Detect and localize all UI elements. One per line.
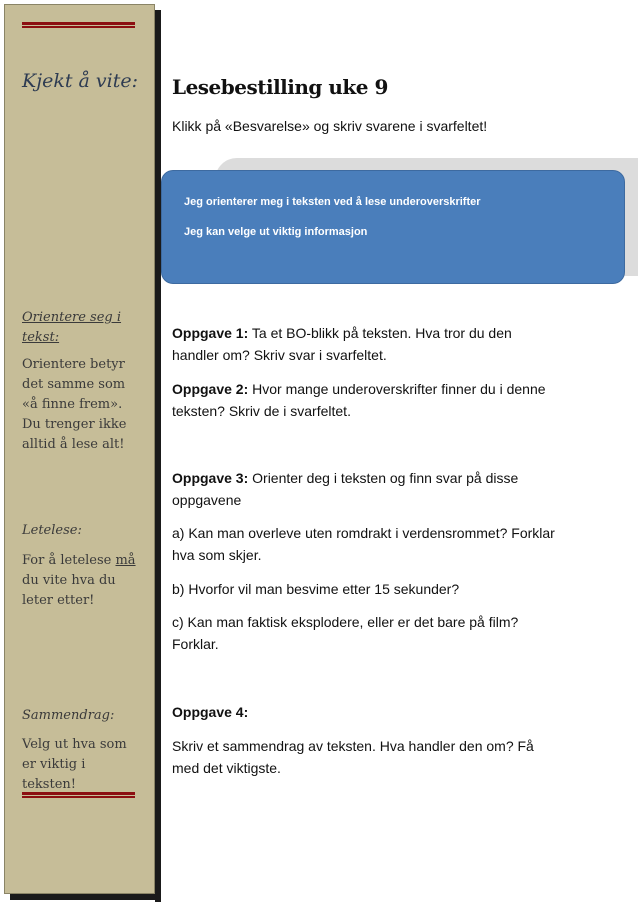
learning-goal: Jeg kan velge ut viktig informasjon xyxy=(184,226,368,238)
sidebar-shadow xyxy=(155,10,161,902)
sidebar-section-title-orientere: Orientere seg i tekst: xyxy=(22,310,122,345)
task-3c: c) Kan man faktisk eksplodere, eller er det bare på film? Forklar. xyxy=(172,614,519,652)
sidebar-divider-top xyxy=(22,22,135,28)
sidebar-shadow-bottom xyxy=(10,894,161,900)
task-3: Oppgave 3: Orienter deg i teksten og finn svar på disse oppgavene xyxy=(172,470,519,508)
learning-goals-box xyxy=(161,170,625,284)
sidebar-section-text-orientere: Orientere betyr det samme som «å finne frem». Du trenger ikke alltid å lese alt! xyxy=(22,357,127,452)
task-3b: b) Hvorfor vil man besvime etter 15 sekunder? xyxy=(172,581,460,597)
sidebar-section-text-sammendrag: Velg ut hva som er viktig i teksten! xyxy=(22,737,127,792)
task-4: Oppgave 4: xyxy=(172,704,249,720)
intro-text: Klikk på «Besvarelse» og skriv svarene i svarfeltet! xyxy=(172,118,488,134)
sidebar-heading: Kjekt å vite: xyxy=(22,70,138,92)
sidebar-section-title-letelese: Letelese: xyxy=(22,523,82,538)
learning-goal: Jeg orienterer meg i teksten ved å lese underoverskrifter xyxy=(184,196,481,208)
sidebar-section-title-sammendrag: Sammendrag: xyxy=(22,708,115,723)
sidebar-section-text-letelese: For å letelese må du vite hva du leter etter! xyxy=(22,553,136,608)
task-4-text: Skriv et sammendrag av teksten. Hva handler den om? Få med det viktigste. xyxy=(172,738,534,776)
page-title: Lesebestilling uke 9 xyxy=(172,75,388,99)
task-1: Oppgave 1: Ta et BO-blikk på teksten. Hva tror du den handler om? Skriv svar i svarfeltet. xyxy=(172,325,512,363)
task-2: Oppgave 2: Hvor mange underoverskrifter finner du i denne teksten? Skriv de i svarfeltet. xyxy=(172,381,546,419)
task-3a: a) Kan man overleve uten romdrakt i verdensrommet? Forklar hva som skjer. xyxy=(172,525,555,563)
